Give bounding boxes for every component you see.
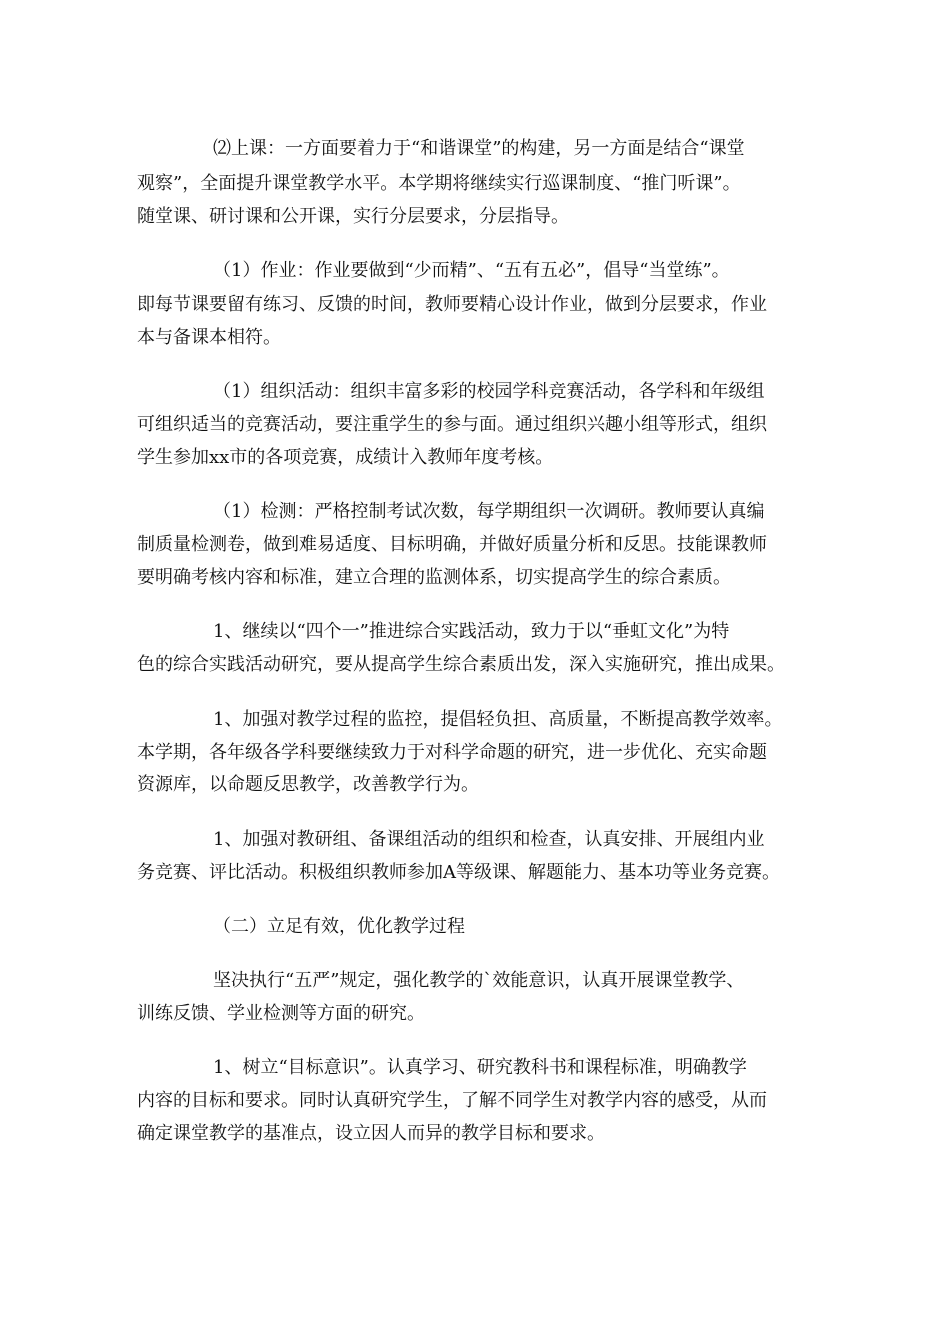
paragraph-line: （1）组织活动：组织丰富多彩的校园学科竞赛活动，各学科和年级组 xyxy=(213,381,765,402)
paragraph-line: ⑵上课：一方面要着力于“和谐课堂”的构建，另一方面是结合“课堂 xyxy=(213,138,745,159)
paragraph-line: 即每节课要留有练习、反馈的时间，教师要精心设计作业，做到分层要求，作业 xyxy=(137,294,767,315)
paragraph-line: 制质量检测卷，做到难易适度、目标明确，并做好质量分析和反思。技能课教师 xyxy=(137,534,767,555)
paragraph-line: 1、加强对教学过程的监控，提倡轻负担、高质量，不断提高教学效率。 xyxy=(213,709,783,730)
paragraph-line: 1、加强对教研组、备课组活动的组织和检查，认真安排、开展组内业 xyxy=(213,829,765,850)
paragraph-line: 训练反馈、学业检测等方面的研究。 xyxy=(137,1003,425,1024)
paragraph-line: 可组织适当的竞赛活动，要注重学生的参与面。通过组织兴趣小组等形式，组织 xyxy=(137,414,767,435)
paragraph-line: 本与备课本相符。 xyxy=(137,327,281,348)
paragraph-line: 1、继续以“四个一”推进综合实践活动，致力于以“垂虹文化”为特 xyxy=(213,621,730,642)
paragraph-line: 观察”，全面提升课堂教学水平。本学期将继续实行巡课制度、“推门听课”。 xyxy=(137,173,741,194)
paragraph-line: 要明确考核内容和标准，建立合理的监测体系，切实提高学生的综合素质。 xyxy=(137,567,731,588)
paragraph-line: 务竞赛、评比活动。积极组织教师参加A等级课、解题能力、基本功等业务竞赛。 xyxy=(137,862,780,883)
paragraph-line: 本学期，各年级各学科要继续致力于对科学命题的研究，进一步优化、充实命题 xyxy=(137,742,767,763)
section-heading-text: （二）立足有效，优化教学过程 xyxy=(213,916,465,937)
paragraph-line: 学生参加xx市的各项竞赛，成绩计入教师年度考核。 xyxy=(137,447,554,468)
paragraph-line: 随堂课、研讨课和公开课，实行分层要求，分层指导。 xyxy=(137,206,569,227)
paragraph-line: 1、树立“目标意识”。认真学习、研究教科书和课程标准，明确教学 xyxy=(213,1057,747,1078)
paragraph-line: 坚决执行“五严”规定，强化教学的`效能意识，认真开展课堂教学、 xyxy=(213,970,745,991)
paragraph-line: （1）检测：严格控制考试次数，每学期组织一次调研。教师要认真编 xyxy=(213,501,765,522)
paragraph-line: 确定课堂教学的基准点，设立因人而异的教学目标和要求。 xyxy=(137,1123,605,1144)
paragraph-line: 内容的目标和要求。同时认真研究学生，了解不同学生对教学内容的感受，从而 xyxy=(137,1090,767,1111)
paragraph-line: （1）作业：作业要做到“少而精”、“五有五必”，倡导“当堂练”。 xyxy=(213,260,730,281)
paragraph-line: 资源库，以命题反思教学，改善教学行为。 xyxy=(137,774,479,795)
paragraph-line: 色的综合实践活动研究，要从提高学生综合素质出发，深入实施研究，推出成果。 xyxy=(137,654,785,675)
